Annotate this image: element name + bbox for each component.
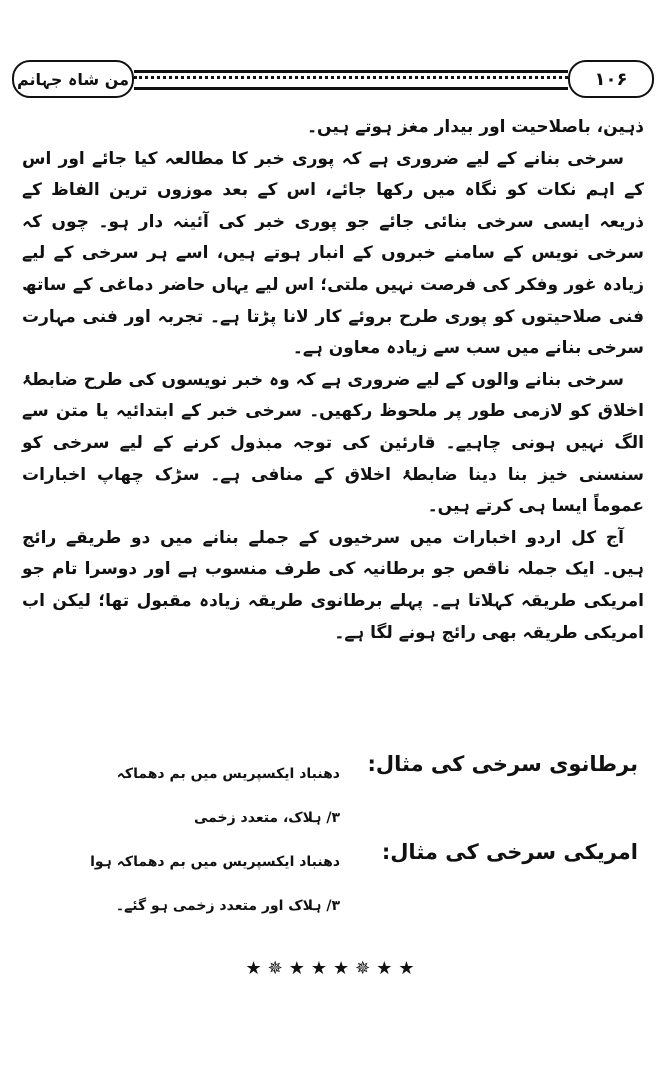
star-icon: ★ xyxy=(333,958,356,979)
book-title-box xyxy=(12,60,134,98)
paragraph-2: سرخی بنانے کے لیے ضروری ہے کہ پوری خبر کا مطالعہ کیا جائے اور اس کے اہم نکات کو نگاہ میں رکھا جائے، اس کے بعد موزوں ترین الفاظ کے ذریعہ ایسی سرخی بنائی جائے جو پوری خبر کی آئینہ دار ہو۔ چوں کہ سرخی نویس کے سامنے خبروں کے انبار ہوتے ہیں، اسے ہر سرخی کے لیے زیادہ غور وفکر کی فرصت نہیں ملتی؛ اس لیے یہاں حاضر دماغی کے ساتھ فنی صلاحیتوں کو پوری طرح بروئے کار لانا پڑتا ہے۔ تجربہ اور فنی مہارت سرخی بنانے میں سب سے زیادہ معاون ہے۔ xyxy=(22,148,644,359)
example-label: برطانوی سرخی کی مثال: xyxy=(367,752,638,776)
page-number-box xyxy=(568,60,654,98)
star-ornament xyxy=(0,958,666,979)
paragraph-1: ذہین، باصلاحیت اور بیدار مغز ہوتے ہیں۔ xyxy=(307,117,644,137)
sparkle-star-icon: ✵ xyxy=(355,958,377,979)
sparkle-star-icon: ✵ xyxy=(267,958,289,979)
header-rule-dots xyxy=(134,76,568,79)
star-icon: ★ xyxy=(310,958,333,979)
paragraph-4: آج کل اردو اخبارات میں سرخیوں کے جملے بنانے میں دو طریقے رائج ہیں۔ ایک جملہ ناقص جو برطانیہ کی طرف منسوب ہے اور دوسرا تام جو امریکی طریقہ کہلاتا ہے۔ پہلے برطانوی طریقہ زیادہ مقبول تھا؛ لیکن اب امریکی طریقہ بھی رائج ہونے لگا ہے۔ xyxy=(22,527,644,643)
example-line: ۳/ ہلاک، متعدد زخمی xyxy=(193,810,340,826)
page-header xyxy=(8,58,658,102)
paragraph-3: سرخی بنانے والوں کے لیے ضروری ہے کہ وہ خبر نویسوں کی طرح ضابطۂ اخلاق کو لازمی طور پر ملحوظ رکھیں۔ سرخی خبر کے ابتدائیہ یا متن سے الگ نہیں ہونی چاہیے۔ قارئین کی توجہ مبذول کرنے کے لیے سرخی کو سنسنی خیز بنا دینا ضابطۂ اخلاق کے منافی ہے۔ سڑک چھاپ اخبارات عموماً ایسا ہی کرتے ہیں۔ xyxy=(22,369,644,517)
example-line: ۳/ ہلاک اور متعدد زخمی ہو گئے۔ xyxy=(115,898,340,914)
page-number: ۱۰۶ xyxy=(594,68,628,90)
star-icon: ★ xyxy=(398,958,421,979)
example-headline xyxy=(80,840,340,928)
american-headline-example xyxy=(40,840,644,940)
book-title: من شاہ جہانم xyxy=(16,69,130,89)
british-headline-example xyxy=(40,752,644,852)
example-line: دھنباد ایکسپریس میں بم دھماکہ ہوا xyxy=(90,854,340,870)
body-text xyxy=(22,112,644,649)
example-headline xyxy=(80,752,340,840)
header-rule xyxy=(134,70,568,90)
example-line: دھنباد ایکسپریس میں بم دھماکہ xyxy=(116,766,340,782)
star-icon: ★ xyxy=(288,958,311,979)
example-label: امریکی سرخی کی مثال: xyxy=(381,840,638,864)
star-icon: ★ xyxy=(376,958,399,979)
star-icon: ★ xyxy=(245,958,268,979)
